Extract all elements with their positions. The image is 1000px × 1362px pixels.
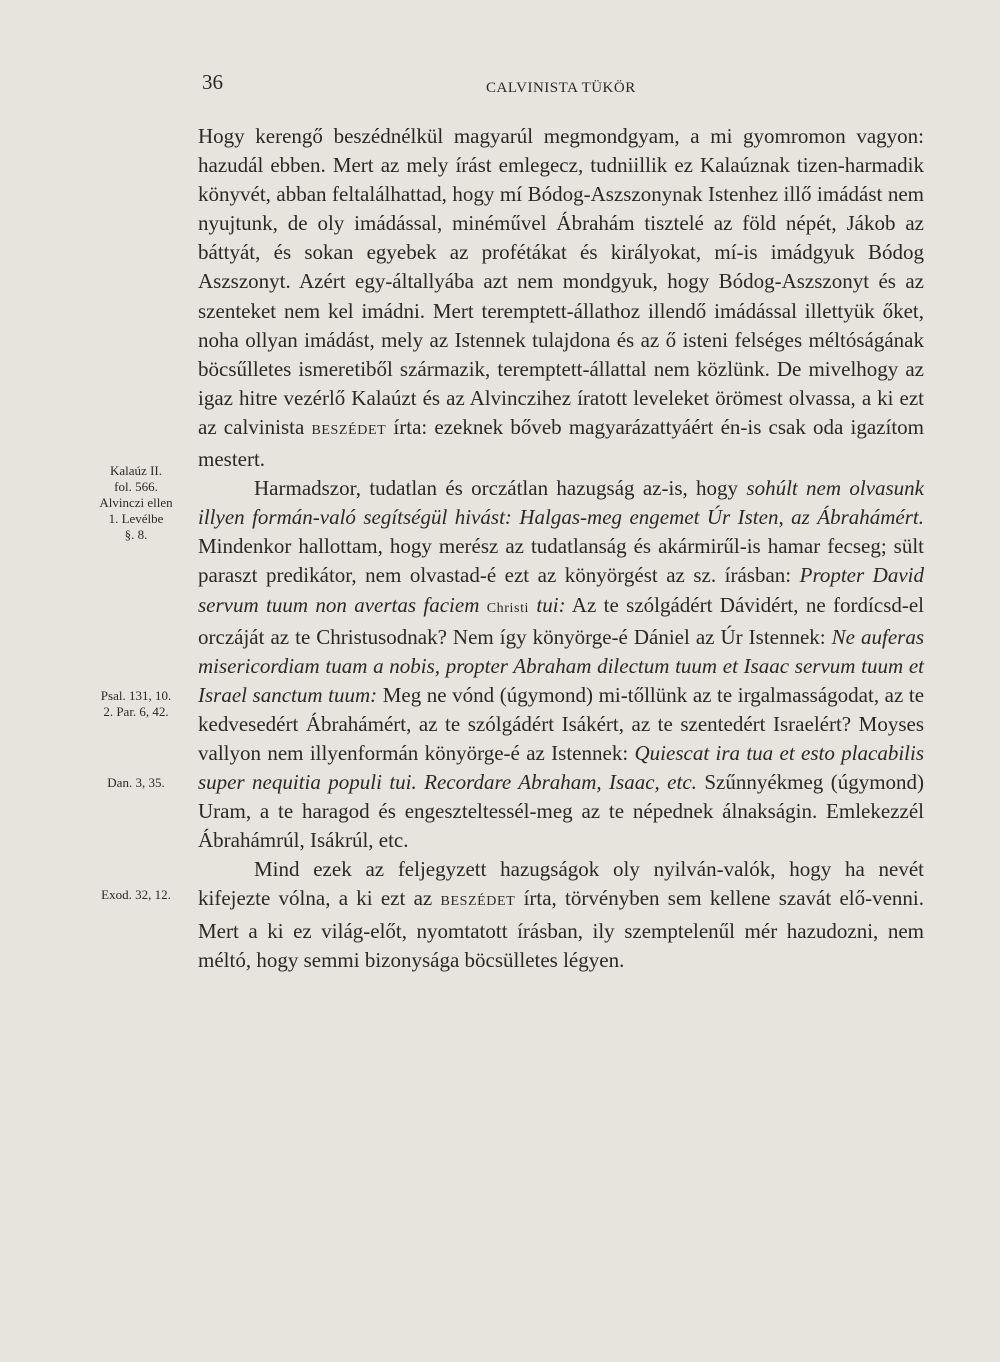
margin-note-exod: Exod. 32, 12. — [101, 887, 171, 902]
p1-text-a: Hogy kerengő beszédnélkül magyarúl megmondgyam, a mi gyomromon vagyon: hazudál ebben. Mert az mely írást emlegecz, tudniillik ez Kalaúznak tizen-harmadik könyvét, abban feltalálhattad, hogy mí Bódog-Aszszonynak Istenhez illő imádást nem nyujtunk, de oly imádással, minéművel Ábrahám tisztelé az föld népét, Jákob az báttyát, és sokan egyebek az profétákat és királyokat, mí-is imádgyuk Bódog Aszszonyt. Azért egy-általlyába azt nem mondgyuk, hogy Bódog-Aszszonyt és az szenteket nem kel imádni. Mert teremptett-állathoz illendő imádással illettyük őket, noha ollyan imádást, mely az Istennek tulajdona és az ő isteni felséges méltóságának böcsűlletes ismeretiből származik, teremptett-állattal nem közlünk. De mivelhogy az igaz hitre vezérlő Kalaúzt és az Alvinczihez íratott leveleket örömest olvassa, a ki ezt az calvinista — [198, 124, 924, 439]
main-text — [198, 122, 924, 975]
paragraph-1 — [198, 122, 924, 474]
p3-text-2: írta, törvényben sem kellene szavát elő-venni. Mert a ki ez világ-előt, nyomtatott írásban, ily szemptelenűl mér hazudozni, nem méltó, hogy semmi bizonysága böcsülletes légyen. — [198, 886, 925, 972]
p3-smallcaps: BESZÉDET — [440, 894, 516, 910]
margin-line: 2. Par. 6, 42. — [103, 704, 169, 719]
p2-italic-2: Propter David servum tuum non avertas faciem — [198, 563, 925, 617]
p2-text-5: Szűnnyékmeg (úgymond) Uram, a te haragod és engeszteltessél-meg az te népednek álnakságin. Emlekezzél Ábrahámrúl, Isákrúl, etc. — [198, 770, 925, 853]
margin-note-dan: Dan. 3, 35. — [107, 775, 165, 790]
margin-line: 1. Levélbe — [108, 511, 164, 526]
page-number: 36 — [202, 70, 223, 94]
p2-text-2: Mindenkor hallottam, hogy merész az tudatlanság és akármirűl-is hamar fecseg; sült paraszt predikátor, nem olvastad-é ezt az könyörgést az sz. írásban: — [198, 534, 924, 588]
paragraph-2 — [198, 474, 924, 855]
running-title: CALVINISTA TÜKÖR — [486, 80, 636, 96]
p2-italic-4: Ne auferas misericordiam tuam a nobis, propter Abraham dilectum tuum et Isaac servum tuum et Israel sanctum tuum: — [198, 624, 925, 707]
paragraph-3 — [198, 855, 924, 974]
margin-line: fol. 566. — [114, 479, 158, 494]
p2-text-1: Harmadszor, tudatlan és orczátlan hazugság az-is, hogy — [254, 476, 739, 501]
p2-italic-3: tui: — [536, 592, 566, 617]
margin-line: §. 8. — [124, 527, 148, 542]
p2-text-3: Az te szólgádért Dávidért, ne fordícsd-el orczáját az te Christusodnak? Nem így könyörge-é Dániel az Úr Istennek: — [198, 592, 925, 649]
margin-note-psal — [80, 688, 192, 720]
p1-text-b: írta: ezeknek bőveb magyarázattyáért én-is csak oda igazítom mestert. — [198, 414, 924, 472]
p2-text-4: Meg ne vónd (úgymond) mi-tőllünk az te irgalmasságodat, az te kedvesedért Ábrahámért, az te szólgádért Isákért, az te szentedért Israelért? Moyses vallyon nem illyenformán könyörge-é az Istennek: — [198, 682, 925, 765]
margin-line: Alvinczi ellen — [99, 495, 173, 510]
p2-italic-5: Quiescat ira tua et esto placabilis super nequitia populi tui. Recordare Abraham, Isaac, etc. — [198, 740, 925, 795]
p3-text-1: Mind ezek az feljegyzett hazugságok oly nyilván-valók, hogy ha nevét kifejezte vólna, a ki ezt az — [198, 857, 924, 911]
margin-line: Psal. 131, 10. — [100, 688, 172, 703]
p2-italic-1: sohúlt nem olvasunk illyen formán-való segítségül hivást: Halgas-meg engemet Úr Isten, az Ábrahámért. — [198, 476, 925, 530]
margin-note-kalauz — [80, 463, 192, 543]
p2-smallcaps: Christi — [486, 600, 530, 616]
p1-smallcaps: BESZÉDET — [311, 422, 387, 438]
margin-line: Kalaúz II. — [110, 463, 162, 478]
